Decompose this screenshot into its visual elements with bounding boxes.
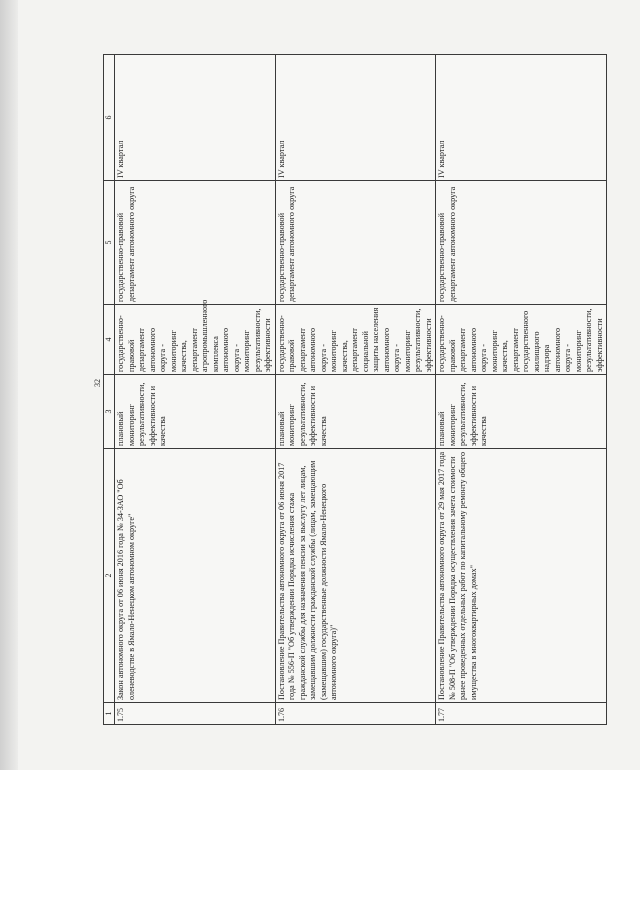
co-executor: государственно-правовой департамент автономного округа [275, 181, 436, 305]
monitoring-type: плановый мониторинг результативности, эффективности и качества [275, 375, 436, 449]
co-executor: государственно-правовой департамент автономного округа [436, 181, 607, 305]
act-title: Постановление Правительства автономного округа от 06 июня 2017 года № 556-П "Об утверждении Порядка исчисления стажа гражданской службы для назначения пенсии за выслугу лет лицам, замещавшим должности гражданской службы (лицам, замещающим (замещавшим) государственные должности Ямало-Ненецкого автономного округа)" [275, 449, 436, 703]
table-header-row [104, 55, 115, 725]
rotated-table-area [103, 55, 604, 725]
deadline: IV квартал [275, 55, 436, 181]
monitoring-type: плановый мониторинг результативности, эффективности и качества [436, 375, 607, 449]
row-number: 1.76 [275, 703, 436, 725]
responsible-executor: государственно-правовой департамент автономного округа - мониторинг качества, департамент агропромышленного комплекса автономного округа - мониторинг результативности, эффективности [115, 305, 276, 375]
scan-shadow-edge [0, 0, 18, 770]
responsible-executor: государственно-правовой департамент автономного округа - мониторинг качества, департамент социальной защиты населения автономного округа - мониторинг результативности, эффективности [275, 305, 436, 375]
header-col-2: 2 [104, 449, 115, 703]
table-row [115, 55, 276, 725]
monitoring-plan-table [103, 54, 607, 725]
header-col-4: 4 [104, 305, 115, 375]
responsible-executor: государственно-правовой департамент автономного округа - мониторинг качества, департамент государственного жилищного надзора автономного округа - мониторинг результативности, эффективности [436, 305, 607, 375]
act-title: Закон автономного округа от 06 июня 2016 года № 34-ЗАО "Об оленеводстве в Ямало-Ненецком автономном округе" [115, 449, 276, 703]
header-col-5: 5 [104, 181, 115, 305]
act-title: Постановление Правительства автономного округа от 29 мая 2017 года № 508-П "Об утверждении Порядка осуществления зачета стоимости ранее проведенных отдельных работ по капитальному ремонту общего имущества в многоквартирных домах" [436, 449, 607, 703]
monitoring-type: плановый мониторинг результативности, эффективности и качества [115, 375, 276, 449]
header-col-3: 3 [104, 375, 115, 449]
table-row [436, 55, 607, 725]
header-col-6: 6 [104, 55, 115, 181]
table-row [275, 55, 436, 725]
row-number: 1.77 [436, 703, 607, 725]
deadline: IV квартал [115, 55, 276, 181]
co-executor: государственно-правовой департамент автономного округа [115, 181, 276, 305]
header-col-1: 1 [104, 703, 115, 725]
deadline: IV квартал [436, 55, 607, 181]
page-number: 32 [93, 379, 102, 387]
row-number: 1.75 [115, 703, 276, 725]
